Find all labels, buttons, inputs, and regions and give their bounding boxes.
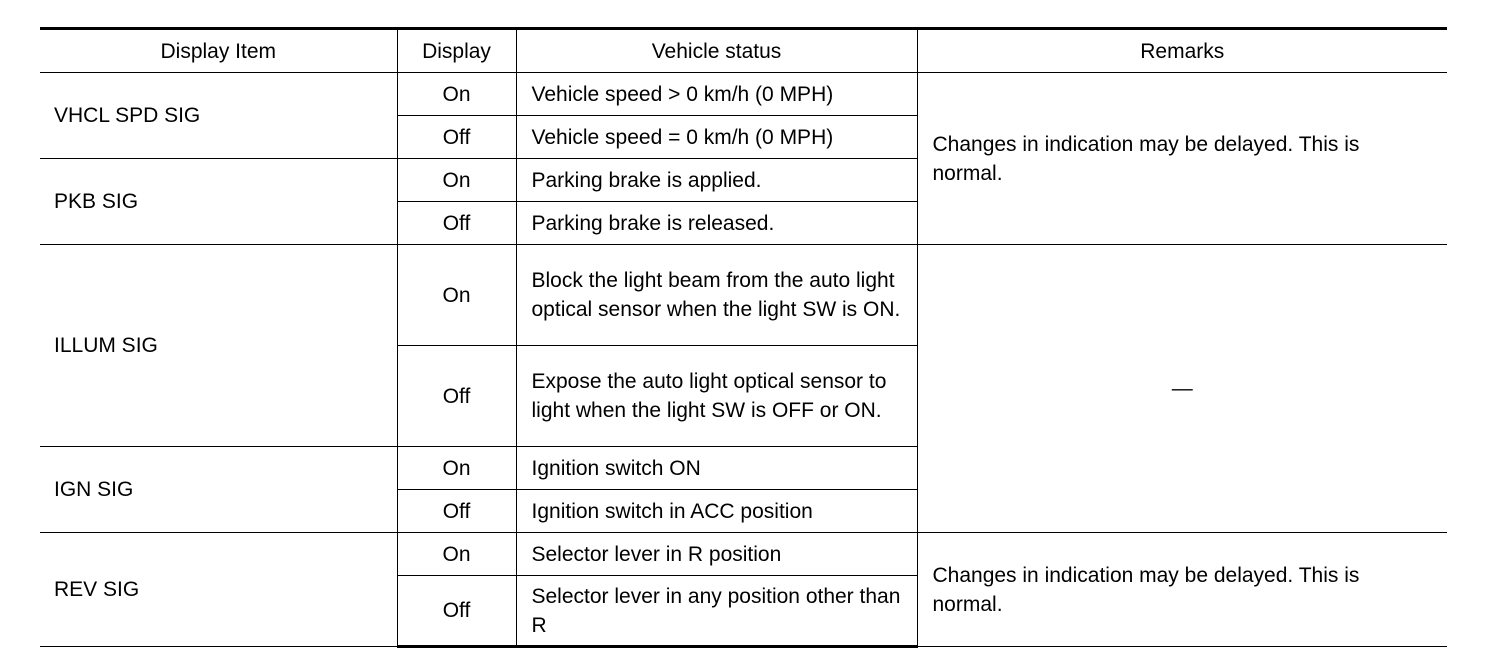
remarks-cell: — — [917, 245, 1447, 533]
display-value: On — [397, 159, 516, 202]
remarks-cell: Changes in indication may be delayed. This is normal. — [917, 533, 1447, 647]
table-row — [40, 533, 1447, 576]
header-remarks: Remarks — [917, 29, 1447, 73]
display-value: On — [397, 447, 516, 490]
display-value: On — [397, 533, 516, 576]
vehicle-status: Vehicle speed > 0 km/h (0 MPH) — [516, 73, 917, 116]
display-value: Off — [397, 202, 516, 245]
header-display: Display — [397, 29, 516, 73]
display-item-table — [40, 27, 1447, 648]
remarks-cell: Changes in indication may be delayed. This is normal. — [917, 73, 1447, 245]
display-value: Off — [397, 116, 516, 159]
vehicle-status: Block the light beam from the auto light optical sensor when the light SW is ON. — [516, 245, 917, 346]
display-value: Off — [397, 576, 516, 647]
item-illum-sig: ILLUM SIG — [40, 245, 397, 447]
vehicle-status: Selector lever in any position other than R — [516, 576, 917, 647]
vehicle-status: Selector lever in R position — [516, 533, 917, 576]
table-row — [40, 245, 1447, 346]
vehicle-status: Ignition switch in ACC position — [516, 490, 917, 533]
display-value: Off — [397, 490, 516, 533]
vehicle-status: Vehicle speed = 0 km/h (0 MPH) — [516, 116, 917, 159]
display-value: On — [397, 73, 516, 116]
header-display-item: Display Item — [40, 29, 397, 73]
vehicle-status: Parking brake is applied. — [516, 159, 917, 202]
header-row — [40, 29, 1447, 73]
item-pkb-sig: PKB SIG — [40, 159, 397, 245]
display-value: On — [397, 245, 516, 346]
item-vhcl-spd-sig: VHCL SPD SIG — [40, 73, 397, 159]
display-value: Off — [397, 346, 516, 447]
header-vehicle-status: Vehicle status — [516, 29, 917, 73]
vehicle-status: Parking brake is released. — [516, 202, 917, 245]
vehicle-status: Ignition switch ON — [516, 447, 917, 490]
vehicle-status: Expose the auto light optical sensor to light when the light SW is OFF or ON. — [516, 346, 917, 447]
table-row — [40, 73, 1447, 116]
item-rev-sig: REV SIG — [40, 533, 397, 647]
item-ign-sig: IGN SIG — [40, 447, 397, 533]
